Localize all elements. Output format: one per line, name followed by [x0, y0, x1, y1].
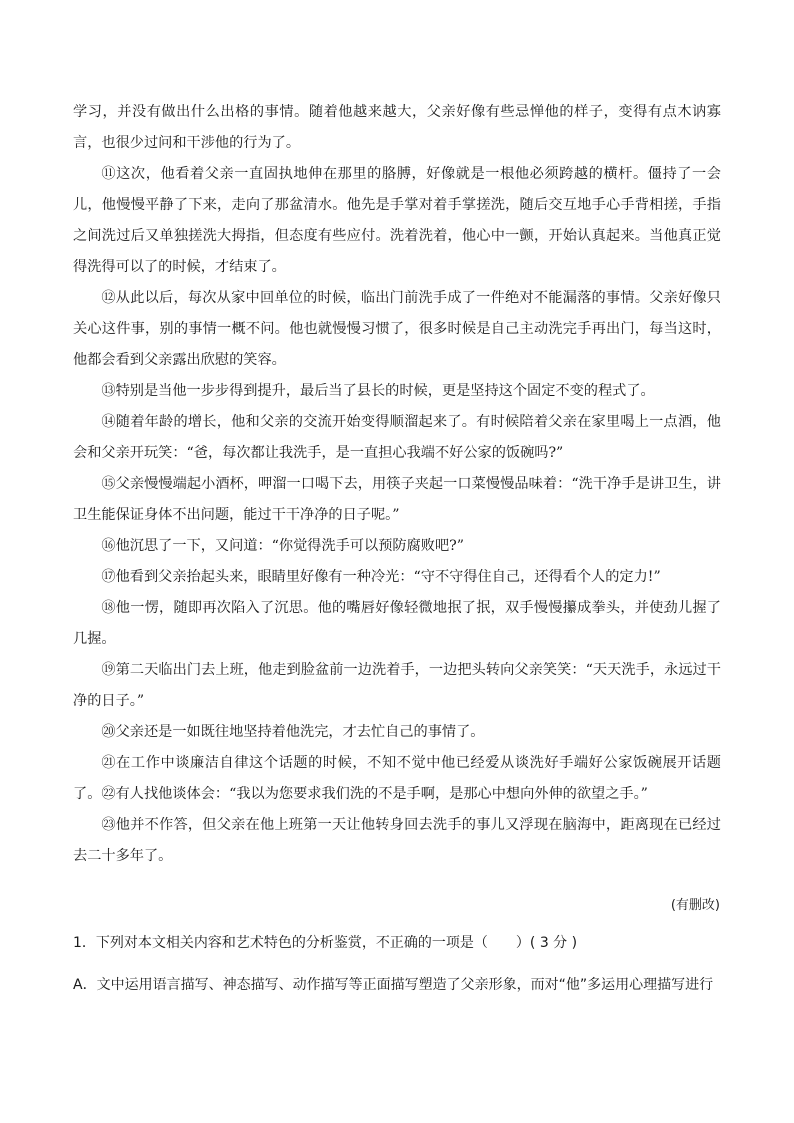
paragraph-13: ⑬特别是当他一步步得到提升，最后当了县长的时候，更是坚持这个固定不变的程式了。 — [101, 383, 655, 399]
paragraph-20: ⑳父亲还是一如既往地坚持着他洗完，才去忙自己的事情了。 — [101, 724, 485, 740]
paragraph-15: ⑮父亲慢慢端起小酒杯，呷溜一口喝下去，用筷子夹起一口菜慢慢品味着：“洗干净手是讲卫生，讲卫生能保证身体不出问题，能过干干净净的日子呢。” — [73, 476, 721, 523]
paragraph-22: ㉒有人找他谈体会：“我以为您要求我们洗的不是手啊，是那心中想向外伸的欲望之手。” — [101, 786, 648, 802]
question-option-a: A．文中运用语言描写、神态描写、动作描写等正面描写塑造了父亲形象，而对“他”多运用心理描写进行 — [73, 977, 714, 993]
paragraph-23: ㉓他并不作答，但父亲在他上班第一天让他转身回去洗手的事儿又浮现在脑海中，距离现在已经过去二十多年了。 — [73, 817, 721, 864]
paragraph-21: ㉑在工作中谈廉洁自律这个话题的时候，不知不觉中他已经爱从谈洗好手端好公家饭碗展开话题了。 — [73, 755, 721, 802]
paragraph-continuation: 学习，并没有做出什么出格的事情。随着他越来越大，父亲好像有些忌惮他的样子，变得有点木讷寡言，也很少过问和干涉他的行为了。 — [73, 104, 721, 151]
paragraph-17: ⑰他看到父亲抬起头来，眼睛里好像有一种冷光：“守不守得住自己，还得看个人的定力!” — [101, 569, 661, 585]
question-stem: 1．下列对本文相关内容和艺术特色的分析鉴赏，不正确的一项是（ ）( 3 分 ) — [73, 935, 578, 951]
paragraph-18: ⑱他一愣，随即再次陷入了沉思。他的嘴唇好像轻微地抿了抿，双手慢慢攥成拳头，并使劲儿握了几握。 — [73, 600, 721, 647]
paragraph-14: ⑭随着年龄的增长，他和父亲的交流开始变得顺溜起来了。有时候陪着父亲在家里喝上一点酒，他会和父亲开玩笑：“爸，每次都让我洗手，是一直担心我端不好公家的饭碗吗?” — [73, 414, 721, 461]
source-note: (有删改) — [670, 898, 720, 913]
paragraph-12: ⑫从此以后，每次从家中回单位的时候，临出门前洗手成了一件绝对不能漏落的事情。父亲好像只关心这件事，别的事情一概不问。他也就慢慢习惯了，很多时候是自己主动洗完手再出门，每当这时，他都会看到父亲露出欣慰的笑容。 — [73, 290, 721, 368]
paragraph-16: ⑯他沉思了一下，又问道：“你觉得洗手可以预防腐败吧?” — [101, 538, 465, 554]
paragraph-19: ⑲第二天临出门去上班，他走到脸盆前一边洗着手，一边把头转向父亲笑笑：“天天洗手，永远过干净的日子。” — [73, 662, 721, 709]
paragraph-11: ⑪这次，他看着父亲一直固执地伸在那里的胳膊，好像就是一根他必须跨越的横杆。僵持了一会儿，他慢慢平静了下来，走向了那盆清水。他先是手掌对着手掌搓洗，随后交互地手心手背相搓，手指之间洗过后又单独搓洗大拇指，但态度有些应付。洗着洗着，他心中一颤，开始认真起来。当他真正觉得洗得可以了的时候，才结束了。 — [73, 166, 721, 275]
